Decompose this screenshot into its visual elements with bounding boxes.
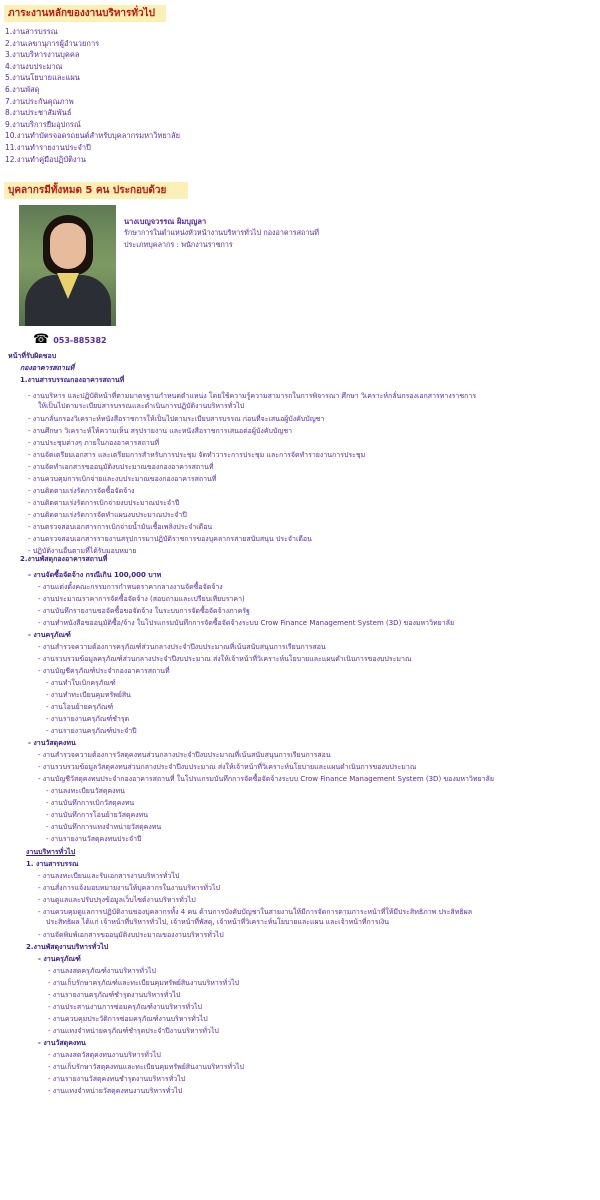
list-item: - งานตรวจสอบเอกสารการเบิกจ่ายน้ำมันเชื้อเพลิงประจำเดือน (28, 523, 213, 531)
list-item: - งานลงทะเบียนและรับเอกสารงานบริหารทั่วไป (38, 872, 180, 880)
list-item: - งานแต่งตั้งคณะกรรมการกำหนดราคากลางงานจัดซื้อจัดจ้าง (38, 583, 223, 591)
list-item: - งานบัญชีวัสดุคงทนประจำกองอาคารสถานที่ ในโปรแกรมบันทึกการจัดซื้อจัดจ้างระบบ Crow Finance Management System (3D) ของมหาวิทยาลัย (38, 775, 494, 783)
list-item: - งานทำทะเบียนคุมทรัพย์สิน (46, 691, 131, 699)
list-item: - งานเก็บรักษาวัสดุคงทนและทะเบียนคุมทรัพย์สินงานบริหารทั่วไป (48, 1063, 245, 1071)
list-item: - งานกลั่นกรองวิเคราะห์หนังสือราชการให้เป็นไปตามระเบียบสารบรรณ ก่อนที่จะเสนอผู้บังคับบัญชา (28, 415, 325, 423)
list-item: 8.งานประชาสัมพันธ์ (5, 108, 72, 118)
phone-number: 053-885382 (53, 335, 107, 345)
list-item: - งานประชุมต่างๆ ภายในกองอาคารสถานที่ (28, 439, 160, 447)
list-item: - งานประสานงานการซ่อมครุภัณฑ์งานบริหารทั่วไป (48, 1003, 202, 1011)
list-item: - งานศึกษา วิเคราะห์ให้ความเห็น สรุปรายงาน และหนังสือราชการเสนอต่อผู้บังคับบัญชา (28, 427, 293, 435)
subsection-heading: งานบริหารทั่วไป (26, 848, 76, 856)
telephone-icon: ☎ (33, 332, 50, 347)
section-title-main-duties: ภาระงานหลักของงานบริหารทั่วไป (4, 5, 166, 22)
list-item: - งานรายงานครุภัณฑ์ประจำปี (46, 727, 137, 735)
list-item: - งานติดตามเร่งรัดการจัดซื้อจัดจ้าง (28, 487, 135, 495)
list-item: 2.งานเลขานุการผู้อำนวยการ (5, 38, 100, 48)
group-heading: - งานครุภัณฑ์ (38, 955, 81, 963)
group-heading: - งานวัสดุคงทน (38, 1039, 86, 1047)
main-duties-list (5, 26, 180, 165)
list-item: ให้เป็นไปตามระเบียบสารบรรณและดำเนินการปฏิบัติงานบริหารทั่วไป (38, 402, 245, 410)
staff-photo (19, 205, 116, 326)
list-item: 12.งานทำคู่มือปฏิบัติงาน (5, 154, 86, 164)
list-item: 1.งานสารบรรณ (5, 27, 58, 36)
staff-type: ประเภทบุคลากร : พนักงานราชการ (124, 240, 233, 249)
list-item: 4.งานงบประมาณ (5, 61, 63, 71)
list-item: 9.งานบริการยืมอุปกรณ์ (5, 119, 81, 129)
list-item: 6.งานพัสดุ (5, 84, 40, 94)
subsection-heading: 1. งานสารบรรณ (26, 860, 79, 868)
list-item: - งานสำรวจความต้องการครุภัณฑ์ส่วนกลางประจำปีงบประมาณที่เน้นสนับสนุนการเรียนการสอน (38, 643, 326, 651)
subsection-heading: กองอาคารสถานที่ (20, 364, 75, 372)
list-item: - งานรวบรวมข้อมูลครุภัณฑ์ส่วนกลางประจำปีงบประมาณ ส่งให้เจ้าหน้าที่วิเคราะห์นโยบายและแผนดำเนินการของบประมาณ (38, 655, 412, 663)
list-item: - งานทำใบเบิกครุภัณฑ์ (46, 679, 116, 687)
list-item: - งานควบคุมประวัติการซ่อมครุภัณฑ์งานบริหารทั่วไป (48, 1015, 208, 1023)
list-item: - งานรายงานวัสดุคงทนประจำปี (46, 835, 142, 843)
list-item: - งานติดตามเร่งรัดการจัดทำแผนงบประมาณประจำปี (28, 511, 187, 519)
list-item: - งานตรวจสอบเอกสารรายงานสรุปการมาปฏิบัติราชการของบุคลากรสายสนับสนุน ประจำเดือน (28, 535, 312, 543)
list-item: - งานจัดทำเอกสารขออนุมัติงบประมาณของกองอาคารสถานที่ (28, 463, 214, 471)
subsection-heading: 1.งานสารบรรณกองอาคารสถานที่ (20, 376, 125, 384)
list-item: 10.งานทำบัตรจอดรถยนต์สำหรับบุคลากรมหาวิทยาลัย (5, 131, 181, 141)
list-item: - งานบันทึกการแทงจำหน่ายวัสดุคงทน (46, 823, 162, 831)
responsibilities-heading: หน้าที่รับผิดชอบ (8, 352, 57, 360)
group-heading: - งานครุภัณฑ์ (28, 631, 71, 639)
staff-name: นางเบญจวรรณ ผิมบุญลา (124, 217, 207, 226)
list-item: - งานรายงานครุภัณฑ์ชำรุดงานบริหารทั่วไป (48, 991, 181, 999)
list-item: - งานทำหนังสือขออนุมัติซื้อ/จ้าง ในโปรแกรมบันทึกการจัดซื้อจัดจ้างระบบ Crow Finance Management System (3D) ของมหาวิทยาลัย (38, 619, 455, 627)
phone-contact (33, 334, 107, 346)
list-item: - งานสั่งการแจ้งมอบหมายงานให้บุคลากรในงานบริหารทั่วไป (38, 884, 220, 892)
list-item: - งานควบคุมการเบิกจ่ายและงบประมาณของกองอาคารสถานที่ (28, 475, 217, 483)
list-item: - งานดูแลและปรับปรุงข้อมูลเว็บไซต์งานบริหารทั่วไป (38, 896, 196, 904)
list-item: - งานบัญชีครุภัณฑ์ประจำกองอาคารสถานที่ (38, 667, 170, 675)
list-item: - งานบริหาร และปฏิบัติหน้าที่ตามมาตรฐานกำหนดตำแหน่ง โดยใช้ความรู้ความสามารถในการพิจารณา ศึกษา วิเคราะห์กลั่นกรองเอกสารทางราชการ (28, 392, 477, 400)
list-item: - งานโอนย้ายครุภัณฑ์ (46, 703, 114, 711)
list-item: - งานรายงานวัสดุคงทนชำรุดงานบริหารทั่วไป (48, 1075, 186, 1083)
list-item: - งานรวบรวมข้อมูลวัสดุคงทนส่วนกลางประจำปีงบประมาณ ส่งให้เจ้าหน้าที่วิเคราะห์นโยบายและแผนดำเนินการของบประมาณ (38, 763, 417, 771)
list-item: - งานแทงจำหน่ายวัสดุคงทนงานบริหารทั่วไป (48, 1087, 183, 1095)
staff-position: รักษาการในตำแหน่งหัวหน้างานบริหารทั่วไป กองอาคารสถานที่ (124, 228, 320, 237)
list-item: - ปฏิบัติงานอื่นตามที่ได้รับมอบหมาย (28, 547, 137, 555)
list-item: - งานบันทึกรายงานขอจัดซื้อขอจัดจ้าง ในระบบการจัดซื้อจัดจ้างภาครัฐ (38, 607, 250, 615)
list-item: - งานแทงจำหน่ายครุภัณฑ์ชำรุดประจำปีงานบริหารทั่วไป (48, 1027, 219, 1035)
list-item: - งานลงสดวัสดุคงทนงานบริหารทั่วไป (48, 1051, 161, 1059)
list-item: - งานติดตามเร่งรัดการเบิกจ่ายงบประมาณประจำปี (28, 499, 180, 507)
list-item: 7.งานประกันคุณภาพ (5, 96, 74, 106)
list-item: - งานบันทึกการโอนย้ายวัสดุคงทน (46, 811, 149, 819)
list-item: - งานลงสดครุภัณฑ์งานบริหารทั่วไป (48, 967, 156, 975)
list-item: - งานบันทึกการเบิกวัสดุคงทน (46, 799, 135, 807)
group-heading: - งานจัดซื้อจัดจ้าง กรณีเกิน 100,000 บาท (28, 571, 162, 579)
list-item: 3.งานบริหารงานบุคคล (5, 50, 80, 60)
section-title-staff: บุคลากรมีทั้งหมด 5 คน ประกอบด้วย (4, 182, 188, 199)
list-item: - งานเก็บรักษาครุภัณฑ์และทะเบียนคุมทรัพย์สินงานบริหารทั่วไป (48, 979, 240, 987)
list-item: - งานรายงานครุภัณฑ์ชำรุด (46, 715, 130, 723)
list-item: ประสิทธิผล ได้แก่ เจ้าหน้าที่บริหารทั่วไป, เจ้าหน้าที่พัสดุ, เจ้าหน้าที่วิเคราะห์นโยบายและแผน และเจ้าหน้าที่การเงิน (46, 918, 390, 926)
list-item: - งานประมาณราคาการจัดซื้อจัดจ้าง (สอบถามและเปรียบเทียบราคา) (38, 595, 245, 603)
subsection-heading: 2.งานพัสดุกองอาคารสถานที่ (20, 555, 108, 563)
list-item: - งานจัดพิมพ์เอกสารขออนุมัติงบประมาณของงานบริหารทั่วไป (38, 931, 224, 939)
list-item: - งานลงทะเบียนวัสดุคงทน (46, 787, 125, 795)
list-item: - งานควบคุมดูแลการปฏิบัติงานของบุคลากรทั้ง 4 คน ด้านการบังคับบัญชาในสายงานให้มีการจัดการตามภาระหน้าที่ให้มีประสิทธิภาพ ประสิทธิผล (38, 908, 472, 916)
list-item: 11.งานทำรายงานประจำปี (5, 142, 91, 152)
list-item: - งานสำรวจความต้องการวัสดุคงทนส่วนกลางประจำปีงบประมาณที่เน้นสนับสนุนการเรียนการสอน (38, 751, 331, 759)
subsection-heading: 2.งานพัสดุงานบริหารทั่วไป (26, 943, 109, 951)
list-item: 5.งานนโยบายและแผน (5, 73, 80, 83)
list-item: - งานจัดเตรียมเอกสาร และเตรียมการสำหรับการประชุม จัดทำวาระการประชุม และการจัดทำรายงานการประชุม (28, 451, 366, 459)
group-heading: - งานวัสดุคงทน (28, 739, 76, 747)
